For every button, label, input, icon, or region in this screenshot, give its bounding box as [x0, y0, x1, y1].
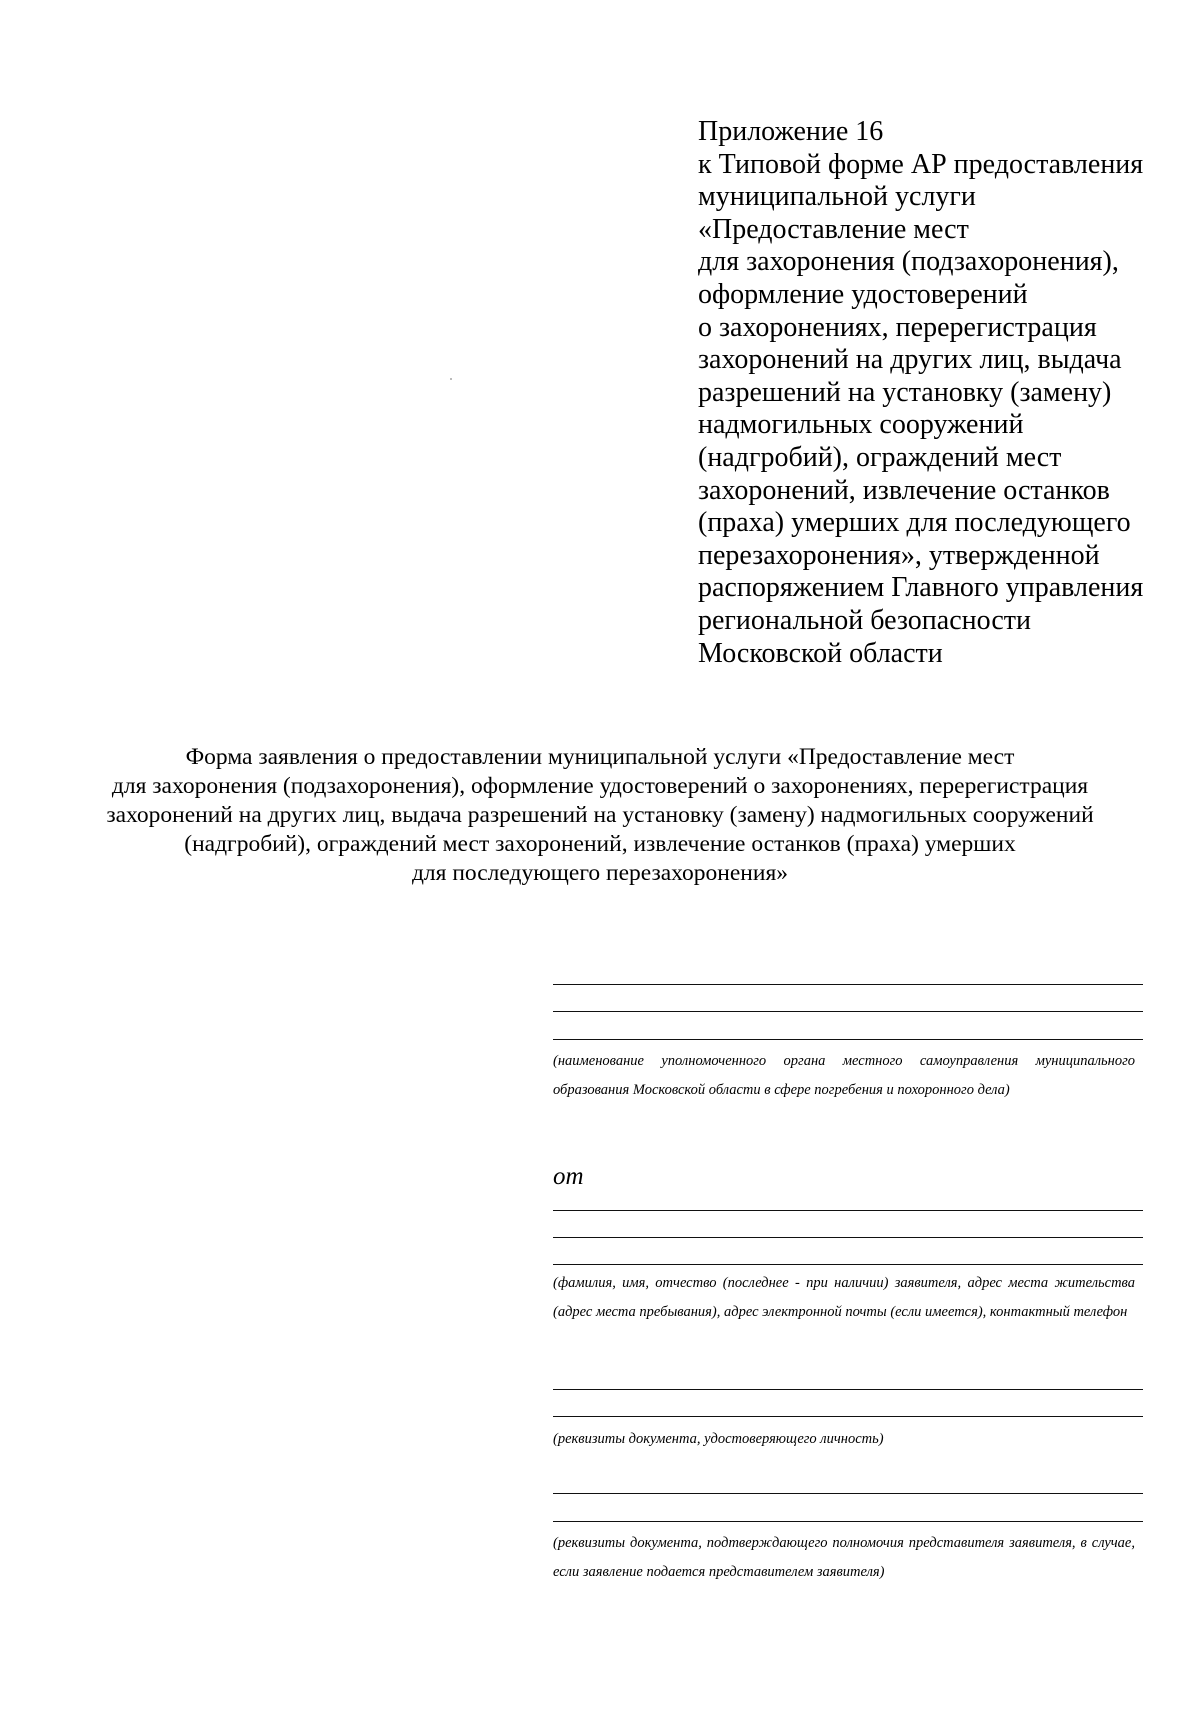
authority-caption: (наименование уполномоченного органа местного самоуправления муниципального образования Московской области в сфере погребения и похоронного дела) — [553, 1053, 1135, 1098]
authority-line[interactable] — [553, 984, 1143, 985]
appendix-line: разрешений на установку (замену) — [698, 376, 1112, 408]
appendix-line: (праха) умерших для последующего — [698, 507, 1131, 539]
identity-doc-line[interactable] — [553, 1389, 1143, 1390]
form-title-line: (надгробий), ограждений мест захоронений, извлечение останков (праха) умерших — [184, 831, 1016, 857]
form-title — [0, 743, 1200, 888]
from-label: от — [553, 1163, 584, 1190]
appendix-line: «Предоставление мест — [698, 213, 969, 245]
applicant-line[interactable] — [553, 1237, 1143, 1238]
applicant-line[interactable] — [553, 1210, 1143, 1211]
applicant-line[interactable] — [553, 1264, 1143, 1265]
appendix-line: о захоронениях, перерегистрация — [698, 311, 1097, 343]
representative-doc-line[interactable] — [553, 1493, 1143, 1494]
form-title-line: для захоронения (подзахоронения), оформление удостоверений о захоронениях, перерегистрация — [111, 773, 1089, 799]
form-title-line: Форма заявления о предоставлении муниципальной услуги «Предоставление мест — [185, 744, 1015, 770]
appendix-line: захоронений на других лиц, выдача — [698, 344, 1122, 376]
form-title-line: захоронений на других лиц, выдача разрешений на установку (замену) надмогильных сооружений — [106, 802, 1094, 828]
appendix-line: распоряжением Главного управления — [698, 572, 1144, 604]
appendix-line: региональной безопасности — [698, 604, 1031, 636]
appendix-line: для захоронения (подзахоронения), — [698, 246, 1119, 278]
appendix-header — [698, 116, 1178, 670]
representative-doc-line[interactable] — [553, 1521, 1143, 1522]
appendix-line: захоронений, извлечение останков — [698, 474, 1110, 506]
appendix-line: муниципальной услуги — [698, 181, 976, 213]
identity-doc-caption: (реквизиты документа, удостоверяющего личность) — [553, 1431, 884, 1447]
appendix-line: оформление удостоверений — [698, 278, 1028, 310]
scan-speck — [450, 378, 452, 380]
appendix-line: перезахоронения», утвержденной — [698, 539, 1100, 571]
appendix-line: Приложение 16 — [698, 116, 884, 147]
appendix-line: к Типовой форме АР предоставления — [698, 148, 1144, 180]
authority-line[interactable] — [553, 1011, 1143, 1012]
identity-doc-line[interactable] — [553, 1416, 1143, 1417]
appendix-line: Московской области — [698, 637, 943, 669]
form-title-line: для последующего перезахоронения» — [411, 860, 789, 886]
appendix-line: надмогильных сооружений — [698, 409, 1024, 441]
authority-line[interactable] — [553, 1039, 1143, 1040]
applicant-caption: (фамилия, имя, отчество (последнее - при наличии) заявителя, адрес места жительства (адрес места пребывания), адрес электронной почты (если имеется), контактный телефон — [553, 1275, 1135, 1320]
representative-doc-caption: (реквизиты документа, подтверждающего полномочия представителя заявителя, в случае, если заявление подается представителем заявителя) — [553, 1535, 1135, 1580]
appendix-line: (надгробий), ограждений мест — [698, 441, 1062, 473]
